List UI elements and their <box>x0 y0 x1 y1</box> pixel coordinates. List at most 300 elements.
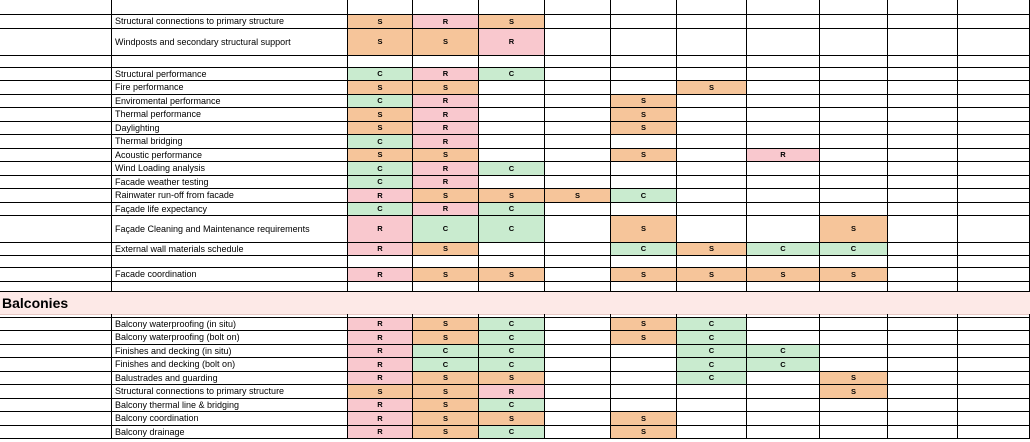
responsibility-cell <box>958 149 1030 162</box>
table-row <box>0 345 1030 358</box>
responsibility-cell <box>545 122 611 135</box>
responsibility-cell <box>747 56 820 68</box>
responsibility-cell: C <box>820 243 888 256</box>
blank-row <box>0 282 1030 292</box>
responsibility-cell: C <box>677 345 747 358</box>
responsibility-cell: C <box>348 68 413 81</box>
responsibility-cell: C <box>479 399 545 412</box>
responsibility-cell <box>677 203 747 216</box>
responsibility-cell <box>611 176 677 189</box>
table-row <box>0 372 1030 385</box>
responsibility-cell <box>545 108 611 122</box>
responsibility-cell: S <box>479 189 545 203</box>
table-row <box>0 318 1030 331</box>
responsibility-cell <box>545 345 611 358</box>
responsibility-cell: S <box>348 149 413 162</box>
table-row <box>0 385 1030 399</box>
responsibility-cell: S <box>611 108 677 122</box>
responsibility-cell <box>545 358 611 372</box>
responsibility-cell: S <box>413 318 479 331</box>
responsibility-cell <box>677 122 747 135</box>
row-header-cell <box>0 95 112 108</box>
responsibility-cell <box>545 203 611 216</box>
responsibility-cell: S <box>348 122 413 135</box>
row-label: Balcony waterproofing (bolt on) <box>112 331 348 345</box>
responsibility-cell: S <box>413 189 479 203</box>
row-label: Facade weather testing <box>112 176 348 189</box>
responsibility-cell: R <box>348 318 413 331</box>
responsibility-cell <box>413 56 479 68</box>
responsibility-cell: S <box>413 372 479 385</box>
responsibility-cell <box>820 95 888 108</box>
responsibility-cell <box>545 243 611 256</box>
responsibility-cell <box>888 95 958 108</box>
responsibility-cell <box>479 135 545 149</box>
table-row <box>0 268 1030 282</box>
responsibility-cell: R <box>413 122 479 135</box>
responsibility-cell: S <box>611 412 677 426</box>
table-row <box>0 189 1030 203</box>
responsibility-cell <box>820 203 888 216</box>
responsibility-cell <box>747 95 820 108</box>
table-row <box>0 29 1030 56</box>
responsibility-cell: S <box>611 95 677 108</box>
row-header-cell <box>0 149 112 162</box>
responsibility-cell <box>958 426 1030 439</box>
row-header-cell <box>0 412 112 426</box>
responsibility-cell <box>611 203 677 216</box>
responsibility-cell: R <box>348 399 413 412</box>
grid-cell <box>820 0 888 15</box>
responsibility-cell <box>545 176 611 189</box>
responsibility-cell: S <box>611 318 677 331</box>
grid-cell <box>888 0 958 15</box>
row-label: Acoustic performance <box>112 149 348 162</box>
responsibility-cell <box>611 282 677 292</box>
table-row <box>0 216 1030 243</box>
responsibility-cell <box>888 68 958 81</box>
responsibility-cell <box>545 426 611 439</box>
row-header-cell <box>0 282 112 292</box>
responsibility-cell: S <box>611 122 677 135</box>
row-label: Finishes and decking (in situ) <box>112 345 348 358</box>
responsibility-cell <box>747 68 820 81</box>
responsibility-cell <box>820 56 888 68</box>
row-header-cell <box>0 358 112 372</box>
responsibility-cell: C <box>413 216 479 243</box>
responsibility-cell <box>747 318 820 331</box>
responsibility-cell <box>958 29 1030 56</box>
responsibility-cell <box>747 135 820 149</box>
responsibility-cell <box>677 29 747 56</box>
table-row <box>0 203 1030 216</box>
responsibility-cell <box>747 29 820 56</box>
responsibility-cell: C <box>348 203 413 216</box>
responsibility-cell <box>545 68 611 81</box>
responsibility-cell <box>545 412 611 426</box>
responsibility-cell <box>958 122 1030 135</box>
responsibility-cell <box>747 426 820 439</box>
responsibility-cell <box>958 256 1030 268</box>
table-row <box>0 135 1030 149</box>
responsibility-cell <box>888 358 958 372</box>
responsibility-cell <box>820 358 888 372</box>
section-title: Balconies <box>2 295 69 311</box>
responsibility-cell: S <box>611 331 677 345</box>
responsibility-cell <box>820 122 888 135</box>
row-label: Wind Loading analysis <box>112 162 348 176</box>
responsibility-cell <box>545 135 611 149</box>
responsibility-cell: R <box>413 15 479 29</box>
responsibility-cell: S <box>747 268 820 282</box>
responsibility-cell <box>888 268 958 282</box>
responsibility-cell: R <box>413 95 479 108</box>
row-label: Balustrades and guarding <box>112 372 348 385</box>
row-label: Enviromental performance <box>112 95 348 108</box>
responsibility-cell: C <box>479 216 545 243</box>
responsibility-cell <box>677 189 747 203</box>
responsibility-cell: C <box>479 331 545 345</box>
responsibility-cell <box>747 122 820 135</box>
responsibility-cell <box>545 95 611 108</box>
row-header-cell <box>0 385 112 399</box>
responsibility-cell <box>888 426 958 439</box>
responsibility-cell <box>545 15 611 29</box>
responsibility-cell: R <box>413 135 479 149</box>
responsibility-cell <box>820 256 888 268</box>
responsibility-cell <box>413 282 479 292</box>
row-label: Balcony drainage <box>112 426 348 439</box>
responsibility-cell: R <box>413 162 479 176</box>
responsibility-cell: R <box>413 108 479 122</box>
responsibility-cell <box>888 318 958 331</box>
responsibility-cell: R <box>747 149 820 162</box>
responsibility-cell: C <box>348 162 413 176</box>
responsibility-cell <box>611 358 677 372</box>
responsibility-cell: C <box>479 358 545 372</box>
responsibility-cell <box>958 345 1030 358</box>
responsibility-cell <box>479 282 545 292</box>
responsibility-cell <box>958 385 1030 399</box>
responsibility-cell: C <box>348 95 413 108</box>
responsibility-cell: S <box>413 412 479 426</box>
responsibility-cell <box>611 29 677 56</box>
row-label: Structural connections to primary structure <box>112 15 348 29</box>
responsibility-cell <box>611 135 677 149</box>
row-header-cell <box>0 256 112 268</box>
row-label: Façade Cleaning and Maintenance requirements <box>112 216 348 243</box>
row-label: Balcony coordination <box>112 412 348 426</box>
responsibility-cell <box>958 282 1030 292</box>
responsibility-cell <box>820 189 888 203</box>
responsibility-cell: C <box>747 358 820 372</box>
responsibility-cell <box>888 108 958 122</box>
responsibility-cell <box>888 203 958 216</box>
responsibility-cell <box>677 176 747 189</box>
responsibility-cell <box>958 56 1030 68</box>
responsibility-cell: S <box>611 149 677 162</box>
responsibility-cell <box>888 256 958 268</box>
row-label: Thermal performance <box>112 108 348 122</box>
responsibility-cell: S <box>413 29 479 56</box>
responsibility-cell <box>545 282 611 292</box>
responsibility-cell <box>545 56 611 68</box>
responsibility-cell: R <box>413 176 479 189</box>
responsibility-cell <box>545 29 611 56</box>
responsibility-cell <box>958 162 1030 176</box>
row-header-cell <box>0 243 112 256</box>
responsibility-cell: C <box>479 318 545 331</box>
responsibility-cell: S <box>348 15 413 29</box>
responsibility-cell <box>888 162 958 176</box>
row-header-cell <box>0 345 112 358</box>
responsibility-cell <box>958 189 1030 203</box>
responsibility-cell <box>888 282 958 292</box>
responsibility-cell <box>747 385 820 399</box>
grid-cell <box>611 0 677 15</box>
responsibility-cell: S <box>348 108 413 122</box>
row-label: Facade coordination <box>112 268 348 282</box>
responsibility-cell <box>545 162 611 176</box>
blank-row <box>0 56 1030 68</box>
responsibility-cell <box>348 56 413 68</box>
responsibility-cell: S <box>820 372 888 385</box>
responsibility-cell <box>348 282 413 292</box>
responsibility-cell <box>958 108 1030 122</box>
responsibility-cell <box>888 399 958 412</box>
responsibility-cell: S <box>479 268 545 282</box>
responsibility-cell: S <box>413 331 479 345</box>
responsibility-cell <box>611 56 677 68</box>
responsibility-cell: S <box>677 81 747 95</box>
row-label: External wall materials schedule <box>112 243 348 256</box>
table-row <box>0 149 1030 162</box>
responsibility-cell <box>677 68 747 81</box>
row-header-cell <box>0 56 112 68</box>
responsibility-cell <box>888 331 958 345</box>
row-header-cell <box>0 68 112 81</box>
responsibility-cell <box>677 149 747 162</box>
grid-cell <box>677 0 747 15</box>
row-label: Daylighting <box>112 122 348 135</box>
table-row <box>0 358 1030 372</box>
responsibility-cell: S <box>820 268 888 282</box>
responsibility-cell <box>545 268 611 282</box>
responsibility-cell: S <box>820 385 888 399</box>
responsibility-cell <box>611 68 677 81</box>
responsibility-cell <box>611 372 677 385</box>
responsibility-cell <box>958 95 1030 108</box>
responsibility-cell <box>479 56 545 68</box>
responsibility-cell <box>611 399 677 412</box>
responsibility-cell <box>545 331 611 345</box>
responsibility-cell <box>958 15 1030 29</box>
responsibility-cell <box>677 56 747 68</box>
blank-row <box>0 256 1030 268</box>
responsibility-cell <box>611 385 677 399</box>
grid-cell <box>0 0 112 15</box>
row-label: Windposts and secondary structural support <box>112 29 348 56</box>
responsibility-cell <box>747 399 820 412</box>
responsibility-cell <box>677 162 747 176</box>
responsibility-cell <box>479 256 545 268</box>
responsibility-cell <box>611 15 677 29</box>
responsibility-cell <box>820 176 888 189</box>
responsibility-cell: S <box>677 268 747 282</box>
responsibility-cell <box>677 282 747 292</box>
grid-cell <box>545 0 611 15</box>
grid-cell <box>958 0 1030 15</box>
responsibility-cell <box>479 108 545 122</box>
responsibility-cell <box>545 372 611 385</box>
responsibility-cell <box>820 68 888 81</box>
responsibility-cell: R <box>348 216 413 243</box>
responsibility-cell: R <box>348 243 413 256</box>
row-header-cell <box>0 189 112 203</box>
responsibility-cell <box>888 176 958 189</box>
row-header-cell <box>0 399 112 412</box>
table-row <box>0 95 1030 108</box>
responsibility-cell <box>888 15 958 29</box>
responsibility-cell: C <box>747 243 820 256</box>
responsibility-cell <box>677 108 747 122</box>
responsibility-cell: S <box>348 385 413 399</box>
table-row <box>0 15 1030 29</box>
responsibility-cell <box>820 331 888 345</box>
responsibility-cell <box>747 282 820 292</box>
responsibility-cell: S <box>413 268 479 282</box>
responsibility-cell <box>888 345 958 358</box>
responsibility-cell: C <box>479 203 545 216</box>
responsibility-cell <box>747 203 820 216</box>
row-header-cell <box>0 122 112 135</box>
row-header-cell <box>0 176 112 189</box>
responsibility-cell <box>677 135 747 149</box>
responsibility-cell <box>888 385 958 399</box>
responsibility-cell <box>545 149 611 162</box>
responsibility-cell: R <box>348 372 413 385</box>
grid-cell <box>112 0 348 15</box>
responsibility-cell <box>888 135 958 149</box>
row-header-cell <box>0 135 112 149</box>
responsibility-cell: S <box>611 216 677 243</box>
responsibility-cell: C <box>677 318 747 331</box>
responsibility-cell <box>479 149 545 162</box>
responsibility-cell: S <box>479 372 545 385</box>
grid-cell <box>348 0 413 15</box>
responsibility-cell <box>747 412 820 426</box>
responsibility-cell <box>479 243 545 256</box>
responsibility-cell <box>747 15 820 29</box>
responsibility-cell <box>820 399 888 412</box>
responsibility-cell: S <box>479 15 545 29</box>
responsibility-cell <box>958 331 1030 345</box>
responsibility-cell: R <box>348 345 413 358</box>
responsibility-cell <box>888 81 958 95</box>
responsibility-cell: S <box>820 216 888 243</box>
responsibility-cell <box>611 256 677 268</box>
responsibility-cell: C <box>747 345 820 358</box>
responsibility-cell <box>545 318 611 331</box>
row-label <box>112 56 348 68</box>
table-row <box>0 122 1030 135</box>
responsibility-cell: C <box>479 68 545 81</box>
responsibility-cell <box>820 318 888 331</box>
responsibility-cell: R <box>348 268 413 282</box>
responsibility-cell <box>479 81 545 95</box>
responsibility-cell <box>820 412 888 426</box>
responsibility-cell <box>958 372 1030 385</box>
responsibility-cell <box>958 412 1030 426</box>
responsibility-cell <box>888 56 958 68</box>
row-label: Façade life expectancy <box>112 203 348 216</box>
responsibility-cell: S <box>413 81 479 95</box>
row-header-cell <box>0 318 112 331</box>
responsibility-cell: S <box>413 149 479 162</box>
row-header-cell <box>0 29 112 56</box>
responsibility-cell <box>479 176 545 189</box>
responsibility-cell: C <box>611 243 677 256</box>
responsibility-cell: S <box>413 385 479 399</box>
responsibility-cell <box>479 122 545 135</box>
responsibility-cell <box>747 256 820 268</box>
responsibility-cell <box>958 243 1030 256</box>
responsibility-cell <box>545 216 611 243</box>
responsibility-cell: R <box>413 68 479 81</box>
responsibility-cell <box>888 189 958 203</box>
responsibility-cell: S <box>545 189 611 203</box>
responsibility-cell <box>958 135 1030 149</box>
responsibility-cell <box>677 385 747 399</box>
responsibility-cell: R <box>479 385 545 399</box>
row-header-cell <box>0 162 112 176</box>
responsibility-cell <box>958 176 1030 189</box>
responsibility-cell: S <box>348 29 413 56</box>
responsibility-cell: C <box>677 358 747 372</box>
row-label: Fire performance <box>112 81 348 95</box>
table-row <box>0 68 1030 81</box>
responsibility-cell: C <box>677 331 747 345</box>
responsibility-cell: C <box>479 345 545 358</box>
responsibility-cell: C <box>348 135 413 149</box>
responsibility-cell <box>820 15 888 29</box>
responsibility-cell <box>958 68 1030 81</box>
grid-cell <box>413 0 479 15</box>
responsibility-cell <box>958 318 1030 331</box>
responsibility-cell <box>888 216 958 243</box>
responsibility-cell <box>747 372 820 385</box>
table-row <box>0 426 1030 439</box>
table-row <box>0 176 1030 189</box>
grid-cell <box>479 0 545 15</box>
responsibility-cell <box>888 243 958 256</box>
row-label: Finishes and decking (bolt on) <box>112 358 348 372</box>
responsibility-cell <box>677 256 747 268</box>
responsibility-cell: R <box>348 331 413 345</box>
responsibility-cell: R <box>348 189 413 203</box>
responsibility-cell: R <box>348 358 413 372</box>
responsibility-cell: S <box>677 243 747 256</box>
responsibility-cell: S <box>611 426 677 439</box>
responsibility-cell <box>677 399 747 412</box>
responsibility-cell <box>545 399 611 412</box>
row-header-cell <box>0 15 112 29</box>
responsibility-cell: S <box>413 243 479 256</box>
responsibility-cell <box>820 345 888 358</box>
responsibility-cell <box>677 95 747 108</box>
responsibility-cell <box>958 358 1030 372</box>
responsibility-cell <box>820 108 888 122</box>
